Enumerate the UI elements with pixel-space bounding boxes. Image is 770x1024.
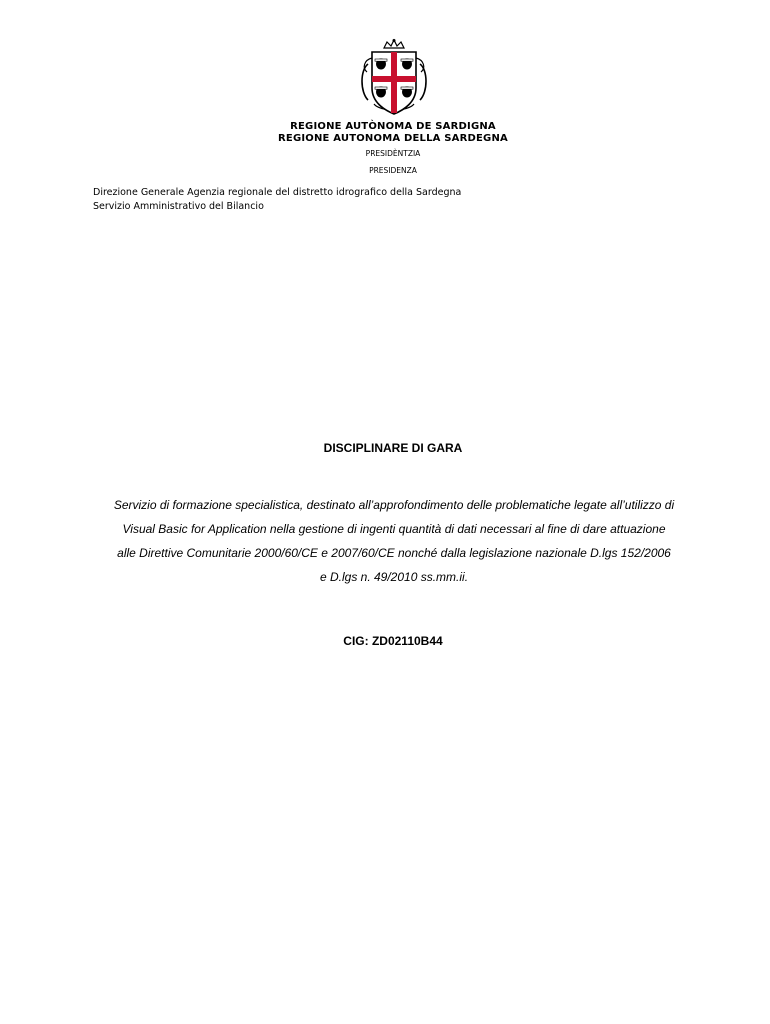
office-service: Servizio Amministrativo del Bilancio <box>93 201 264 212</box>
document-description <box>84 493 704 589</box>
description-line: alle Direttive Comunitarie 2000/60/CE e 2007/60/CE nonché dalla legislazione nazionale D.lgs 152/2006 <box>117 546 671 560</box>
description-line: Servizio di formazione specialistica, destinato all’approfondimento delle problematiche legate all’utilizzo di <box>113 498 675 512</box>
office-direction: Direzione Generale Agenzia regionale del distretto idrografico della Sardegna <box>93 187 462 198</box>
sardinia-coat-of-arms-icon <box>354 38 434 118</box>
description-line: Visual Basic for Application nella gestione di ingenti quantità di dati necessari al fine di dare attuazione <box>122 522 666 536</box>
region-name-sardinian: REGIONE AUTÒNOMA DE SARDIGNA <box>290 121 496 132</box>
office-block <box>93 186 461 214</box>
presidency-sardinian: PRESIDÈNTZIA <box>365 149 421 158</box>
presidency-italian: PRESIDENZA <box>369 166 417 175</box>
cig-code: CIG: ZD02110B44 <box>343 634 443 648</box>
region-name-italian: REGIONE AUTONOMA DELLA SARDEGNA <box>278 133 508 144</box>
document-title: DISCIPLINARE DI GARA <box>323 441 463 455</box>
description-line: e D.lgs n. 49/2010 ss.mm.ii. <box>319 570 469 584</box>
